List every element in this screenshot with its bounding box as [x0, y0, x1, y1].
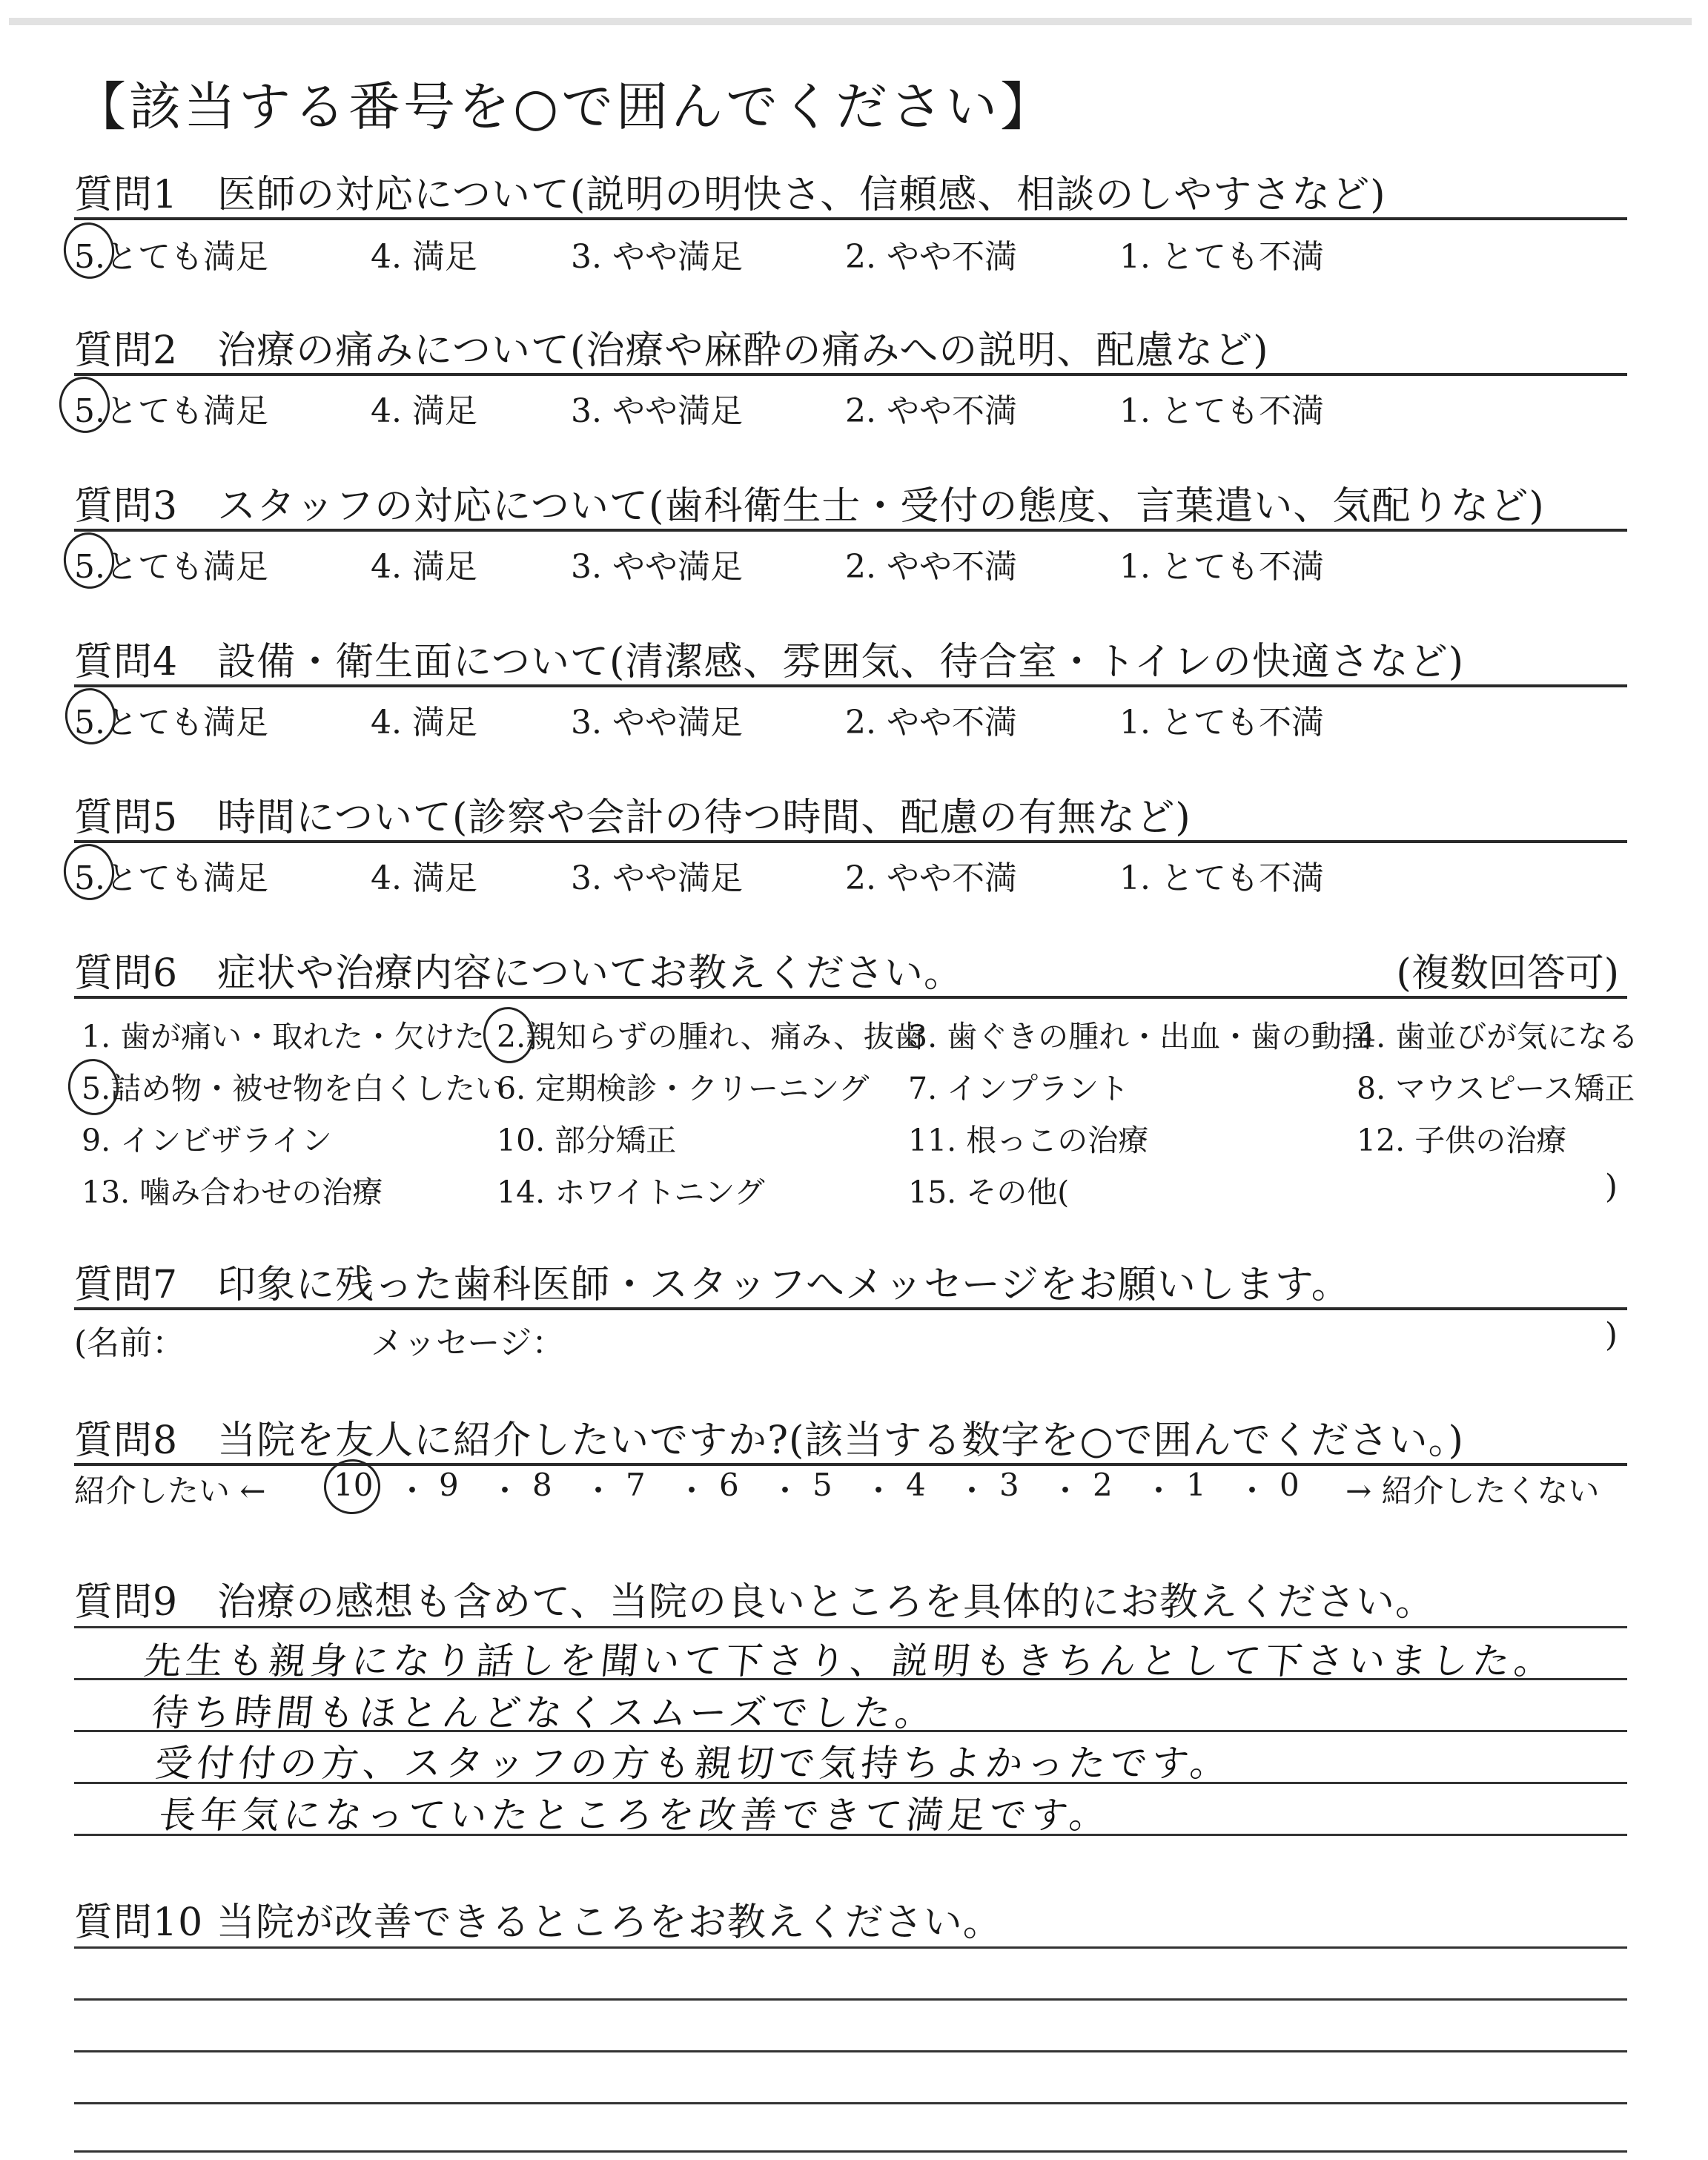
q8-left-label: 紹介したい ← [74, 1473, 266, 1509]
q8-dot: ・ [397, 1473, 428, 1509]
q4-option-1[interactable]: 1. とても不満 [1119, 704, 1324, 742]
q2-rule [74, 373, 1627, 376]
q8-num-8[interactable]: 8 [532, 1467, 552, 1503]
q8-dot: ・ [1143, 1473, 1175, 1509]
q4-option-5[interactable]: 5.とても満足 [74, 704, 268, 742]
q7-rule [74, 1307, 1627, 1310]
q7-close-paren: ) [1604, 1316, 1618, 1354]
q8-num-5[interactable]: 5 [812, 1467, 833, 1503]
q3-rule [74, 529, 1627, 532]
q4-option-2[interactable]: 2. やや不満 [845, 704, 1017, 742]
top-border [9, 18, 1692, 25]
q4-option-4[interactable]: 4. 満足 [371, 704, 477, 742]
q10-line [74, 2150, 1627, 2153]
q2-option-4[interactable]: 4. 満足 [371, 392, 477, 430]
q8-dot: ・ [769, 1473, 801, 1509]
q8-title: 質問8 当院を友人に紹介したいですか?(該当する数字を○で囲んでください。) [74, 1418, 1464, 1463]
q3-option-3[interactable]: 3. やや満足 [571, 548, 743, 586]
q9-answer-line-4: 長年気になっていたところを改善できて満足です。 [156, 1794, 1113, 1837]
q5-option-1[interactable]: 1. とても不満 [1119, 859, 1324, 897]
q8-num-6[interactable]: 6 [719, 1467, 739, 1503]
q9-title: 質問9 治療の感想も含めて、当院の良いところを具体的にお教えください。 [74, 1580, 1435, 1625]
q8-num-10[interactable]: 10 [334, 1467, 374, 1503]
q6-item-15[interactable]: 15. その他( [908, 1175, 1070, 1210]
page-heading: 【該当する番号を○で囲んでください】 [74, 76, 1056, 137]
q3-option-5[interactable]: 5.とても満足 [74, 548, 268, 586]
q1-option-5[interactable]: 5.とても満足 [74, 238, 268, 276]
q1-title: 質問1 医師の対応について(説明の明快さ、信頼感、相談のしやすさなど) [74, 173, 1386, 217]
q6-item-14[interactable]: 14. ホワイトニング [497, 1175, 765, 1210]
q3-option-2[interactable]: 2. やや不満 [845, 548, 1017, 586]
q1-rule [74, 217, 1627, 220]
q5-option-5[interactable]: 5.とても満足 [74, 859, 268, 897]
q8-dot: ・ [1237, 1473, 1268, 1509]
q6-item-10[interactable]: 10. 部分矯正 [497, 1123, 677, 1158]
q1-option-3[interactable]: 3. やや満足 [571, 238, 743, 276]
q8-dot: ・ [863, 1473, 895, 1509]
q8-dot: ・ [489, 1473, 521, 1509]
q8-scale [74, 1467, 1627, 1511]
q6-other-close-paren: ) [1604, 1168, 1618, 1206]
q6-item-5[interactable]: 5.詰め物・被せ物を白くしたい [82, 1071, 506, 1106]
q3-option-4[interactable]: 4. 満足 [371, 548, 477, 586]
q8-dot: ・ [676, 1473, 708, 1509]
q9-answer-line-3: 受付付の方、スタッフの方も親切で気持ちよかったです。 [153, 1742, 1234, 1785]
q6-item-6[interactable]: 6. 定期検診・クリーニング [497, 1071, 870, 1106]
q8-num-4[interactable]: 4 [906, 1467, 926, 1503]
q6-item-2[interactable]: 2.親知らずの腫れ、痛み、抜歯 [497, 1019, 925, 1054]
q9-answer-line-1: 先生も親身になり話しを聞いて下さり、説明もきちんとして下さいました。 [142, 1639, 1558, 1682]
q8-dot: ・ [583, 1473, 615, 1509]
q6-item-7[interactable]: 7. インプラント [908, 1071, 1130, 1106]
q8-dot: ・ [956, 1473, 988, 1509]
q7-message-label: メッセージ： [371, 1324, 565, 1362]
q2-title: 質問2 治療の痛みについて(治療や麻酔の痛みへの説明、配慮など) [74, 328, 1269, 373]
q10-title: 質問10 当院が改善できるところをお教えください。 [74, 1900, 1002, 1945]
q2-option-1[interactable]: 1. とても不満 [1119, 392, 1324, 430]
q8-num-1[interactable]: 1 [1186, 1467, 1206, 1503]
q6-item-13[interactable]: 13. 噛み合わせの治療 [82, 1175, 383, 1210]
q8-num-7[interactable]: 7 [626, 1467, 646, 1503]
q1-option-4[interactable]: 4. 満足 [371, 238, 477, 276]
q1-option-2[interactable]: 2. やや不満 [845, 238, 1017, 276]
q4-option-3[interactable]: 3. やや満足 [571, 704, 743, 742]
q8-num-9[interactable]: 9 [439, 1467, 459, 1503]
q6-item-12[interactable]: 12. 子供の治療 [1357, 1123, 1567, 1158]
q5-option-2[interactable]: 2. やや不満 [845, 859, 1017, 897]
q6-item-11[interactable]: 11. 根っこの治療 [908, 1123, 1149, 1158]
q6-item-4[interactable]: 4. 歯並びが気になる [1357, 1019, 1639, 1054]
q1-option-1[interactable]: 1. とても不満 [1119, 238, 1324, 276]
q5-option-3[interactable]: 3. やや満足 [571, 859, 743, 897]
q4-title: 質問4 設備・衛生面について(清潔感、雰囲気、待合室・トイレの快適さなど) [74, 640, 1465, 684]
q4-rule [74, 684, 1627, 687]
q8-num-0[interactable]: 0 [1280, 1467, 1300, 1503]
q9-line [74, 1626, 1627, 1628]
q6-multiple-note: (複数回答可) [1396, 951, 1619, 996]
q3-option-1[interactable]: 1. とても不満 [1119, 548, 1324, 586]
q10-line [74, 2050, 1627, 2052]
q6-rule [74, 996, 1627, 999]
q9-answer-line-2: 待ち時間もほとんどなくスムーズでした。 [149, 1691, 939, 1734]
q5-title: 質問5 時間について(診察や会計の待つ時間、配慮の有無など) [74, 796, 1191, 840]
q8-dot: ・ [1050, 1473, 1082, 1509]
q3-title: 質問3 スタッフの対応について(歯科衛生士・受付の態度、言葉遣い、気配りなど) [74, 484, 1545, 529]
q7-name-label: (名前： [74, 1324, 185, 1362]
q8-num-2[interactable]: 2 [1093, 1467, 1113, 1503]
q5-option-4[interactable]: 4. 満足 [371, 859, 477, 897]
q2-option-5[interactable]: 5.とても満足 [74, 392, 268, 430]
q2-option-3[interactable]: 3. やや満足 [571, 392, 743, 430]
q8-num-3[interactable]: 3 [999, 1467, 1019, 1503]
q10-line [74, 1946, 1627, 1949]
q6-title: 質問6 症状や治療内容についてお教えください。 [74, 951, 964, 996]
q8-rule [74, 1463, 1627, 1466]
q10-line [74, 1998, 1627, 2001]
q6-item-1[interactable]: 1. 歯が痛い・取れた・欠けた [82, 1019, 486, 1054]
q6-item-9[interactable]: 9. インビザライン [82, 1123, 332, 1158]
q6-item-8[interactable]: 8. マウスピース矯正 [1357, 1071, 1635, 1106]
q7-title: 質問7 印象に残った歯科医師・スタッフへメッセージをお願いします。 [74, 1263, 1351, 1307]
q5-rule [74, 840, 1627, 843]
q2-option-2[interactable]: 2. やや不満 [845, 392, 1017, 430]
q10-line [74, 2102, 1627, 2104]
q6-item-3[interactable]: 3. 歯ぐきの腫れ・出血・歯の動揺 [908, 1019, 1373, 1054]
q8-right-label: → 紹介したくない [1345, 1473, 1600, 1509]
